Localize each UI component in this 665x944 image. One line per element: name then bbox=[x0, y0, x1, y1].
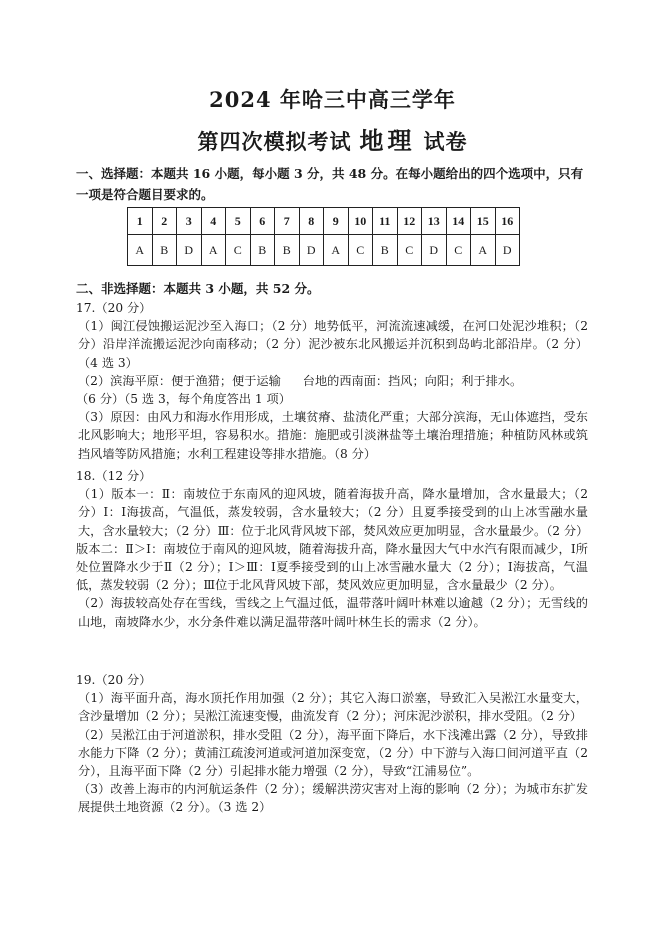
question-number: 16 bbox=[495, 208, 520, 235]
question-19-part3: （3）改善上海市的内河航运条件（2 分）；缓解洪涝灾害对上海的影响（2 分）；为城市东扩发展提供土地资源（2 分）。（3 选 2） bbox=[78, 782, 588, 815]
answer-letter: D bbox=[299, 235, 324, 266]
question-number: 8 bbox=[299, 208, 324, 235]
section1-header: 一、选择题：本题共 16 小题，每小题 3 分，共 48 分。在每小题给出的四个选项中，只有一项是符合题目要求的。 bbox=[76, 166, 584, 202]
exam-title-line1: 2024 年哈三中高三学年 bbox=[209, 87, 456, 112]
exam-title-prefix: 第四次模拟考试 bbox=[197, 129, 352, 154]
question-number: 7 bbox=[275, 208, 300, 235]
question-19-part2: （2）吴淞江由于河道淤积，排水受阻（2 分），海平面下降后，水下浅滩出露（2 分），导致排水能力下降（2 分）；黄浦江疏浚河道或河道加深变宽，（2 分）中下游与入海口间河道平直（2 分），且海平面下降（2 分）引起排水能力增强（2 分），导致“江浦易位”。 bbox=[78, 727, 588, 779]
question-19-part1: （1）海平面升高，海水顶托作用加强（2 分）；其它入海口淤塞，导致汇入吴淞江水量变大，含沙量增加（2 分）；吴淞江流速变慢，曲流发育（2 分）；河床泥沙淤积，排水受阻。（2 分） bbox=[78, 691, 588, 724]
question-18-part1-version2: 版本二：Ⅱ＞Ⅰ：南坡位于南风的迎风坡，随着海拔升高，降水量因大气中水汽有限而减少，Ⅰ所处位置降水少于Ⅱ（2 分）；Ⅰ＞Ⅲ：Ⅰ夏季接受到的山上冰雪融水量大（2 分）；Ⅰ海拔高，气温低，蒸发较弱（2 分）；Ⅲ位于北风背风坡下部，焚风效应更加明显，含水量最少（2 分）。 bbox=[76, 541, 588, 593]
question-number: 11 bbox=[373, 208, 398, 235]
question-17-part1: （1）闽江侵蚀搬运泥沙至入海口；（2 分）地势低平，河流流速减缓，在河口处泥沙堆积；（2 分）沿岸洋流搬运泥沙向南移动；（2 分）泥沙被东北风搬运并沉积到岛屿北部沿岸。（2 分）（4 选 3） bbox=[78, 319, 588, 370]
question-number: 1 bbox=[128, 208, 153, 235]
question-number: 5 bbox=[226, 208, 251, 235]
answer-letter: D bbox=[422, 235, 447, 266]
answer-letter: C bbox=[226, 235, 251, 266]
answer-letter: C bbox=[397, 235, 422, 266]
exam-title-suffix: 试卷 bbox=[423, 129, 468, 154]
question-number: 9 bbox=[324, 208, 349, 235]
question-19 bbox=[76, 671, 588, 817]
question-number: 4 bbox=[201, 208, 226, 235]
question-17-part2-plain: （2）滨海平原：便于渔猎；便于运输 bbox=[78, 373, 281, 388]
answer-letter: B bbox=[373, 235, 398, 266]
question-number: 13 bbox=[422, 208, 447, 235]
question-17-part2-scoring: （6 分）（5 选 3，每个角度答出 1 项） bbox=[76, 392, 291, 407]
answer-letter: A bbox=[128, 235, 153, 266]
question-18-heading: 18.（12 分） bbox=[76, 469, 152, 483]
question-number: 15 bbox=[471, 208, 496, 235]
answer-letter: B bbox=[152, 235, 177, 266]
answer-letter: D bbox=[495, 235, 520, 266]
question-17-part2-platform: 台地的西南面：挡风；向阳；利于排水。 bbox=[302, 373, 523, 388]
answer-table-answers-row bbox=[128, 235, 520, 266]
question-number: 12 bbox=[397, 208, 422, 235]
question-17 bbox=[76, 299, 588, 463]
question-17-part2 bbox=[76, 372, 588, 390]
question-number: 14 bbox=[446, 208, 471, 235]
answer-letter: A bbox=[324, 235, 349, 266]
question-number: 10 bbox=[348, 208, 373, 235]
question-19-heading: 19.（20 分） bbox=[76, 673, 152, 687]
question-17-heading: 17.（20 分） bbox=[76, 301, 152, 315]
exam-subject: 地理 bbox=[359, 126, 416, 155]
exam-title-line2 bbox=[0, 121, 665, 156]
answer-table bbox=[127, 207, 520, 266]
answer-letter: B bbox=[275, 235, 300, 266]
question-number: 6 bbox=[250, 208, 275, 235]
answer-table-numbers-row bbox=[128, 208, 520, 235]
question-number: 3 bbox=[177, 208, 202, 235]
question-18-part1-version1: （1）版本一：Ⅱ：南坡位于东南风的迎风坡，随着海拔升高，降水量增加，含水量最大；（2 分）Ⅰ：Ⅰ海拔高，气温低，蒸发较弱，含水量较大；（2 分）且夏季接受到的山上冰雪融水量大，含水量较大；（2 分）Ⅲ：位于北风背风坡下部，焚风效应更加明显，含水量最少。（2 分） bbox=[78, 487, 589, 538]
answer-letter: C bbox=[348, 235, 373, 266]
question-18 bbox=[76, 467, 588, 631]
section2-header: 二、非选择题：本题共 3 小题，共 52 分。 bbox=[76, 281, 320, 296]
answer-letter: A bbox=[201, 235, 226, 266]
question-18-part2: （2）海拔较高处存在雪线，雪线之上气温过低，温带落叶阔叶林难以逾越（2 分）；无雪线的山地，南坡降水少，水分条件难以满足温带落叶阔叶林生长的需求（2 分）。 bbox=[78, 596, 588, 629]
answer-letter: D bbox=[177, 235, 202, 266]
answer-letter: B bbox=[250, 235, 275, 266]
question-number: 2 bbox=[152, 208, 177, 235]
answer-letter: A bbox=[471, 235, 496, 266]
question-17-part3: （3）原因：由风力和海水作用形成，土壤贫瘠、盐渍化严重；大部分滨海，无山体遮挡，受东北风影响大；地形平坦，容易积水。措施：施肥或引淡淋盐等土壤治理措施；种植防风林或筑挡风墙等防风措施；水利工程建设等排水措施。（8 分） bbox=[78, 410, 588, 461]
answer-letter: C bbox=[446, 235, 471, 266]
